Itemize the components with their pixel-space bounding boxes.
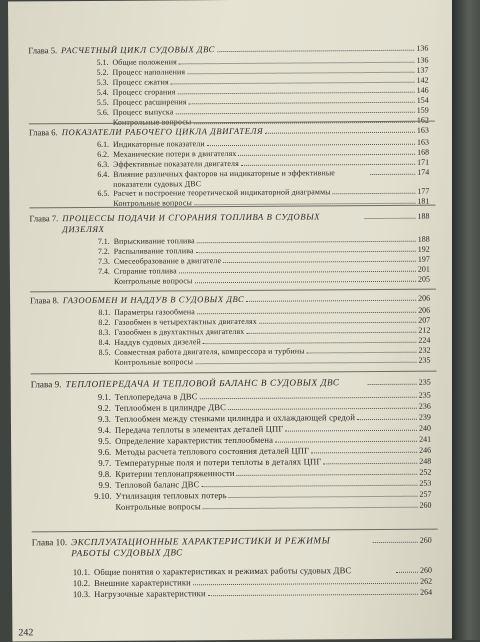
section-page: 235 (418, 356, 430, 366)
section-title: Впрыскивание топлива (114, 236, 195, 246)
leader-dots (364, 218, 415, 219)
section-title: Контрольные вопросы (114, 276, 193, 286)
chapter-number: Глава 9. (31, 379, 62, 390)
chapter-6 (29, 125, 430, 210)
section-title: Методы расчета теплового состояния деталей ЦПГ (115, 445, 309, 457)
leader-dots (196, 251, 416, 254)
chapter-heading (32, 535, 432, 560)
chapter-title: ГАЗООБМЕН И НАДДУВ В СУДОВЫХ ДВС (63, 294, 245, 306)
section-page: 235 (419, 390, 431, 401)
section-title: Влияние различных факторов на индикаторные и эффективные показатели судовых ДВС (113, 168, 368, 189)
leader-dots (203, 342, 417, 344)
section-title: Теплопередача в ДВС (115, 391, 198, 403)
section-number: 8.1. (88, 308, 110, 318)
section-title: Индикаторные показатели (113, 139, 205, 149)
chapter-title: ТЕПЛОПЕРЕДАЧА И ТЕПЛОВОЙ БАЛАНС В СУДОВЫХ ДВС (65, 377, 365, 390)
chapter-title: РАСЧЕТНЫЙ ЦИКЛ СУДОВЫХ ДВС (61, 44, 215, 56)
leader-dots (373, 542, 418, 543)
leader-dots (179, 271, 416, 274)
section-number: 5.2. (86, 68, 108, 78)
book-page (8, 0, 456, 642)
section-page: 257 (419, 489, 431, 500)
chapter-5 (28, 43, 429, 129)
section-page: 181 (417, 197, 429, 207)
section-number: 5.5. (87, 98, 109, 108)
leader-dots (197, 241, 416, 244)
section-title: Процесс сжатия (113, 77, 169, 87)
divider (30, 289, 436, 293)
chapter-page: 188 (417, 211, 429, 222)
section-title: Контрольные вопросы (113, 198, 192, 208)
section-number: 8.5. (88, 348, 110, 358)
section-title: Теплообмен в цилиндре ДВС (115, 402, 226, 414)
chapter-page: 260 (420, 535, 432, 546)
chapter-10 (32, 535, 432, 601)
leader-dots (197, 312, 416, 315)
leader-dots (208, 594, 418, 596)
leader-dots (396, 572, 418, 573)
section-list (86, 56, 428, 128)
leader-dots (187, 72, 414, 75)
chapter-number: Глава 5. (28, 45, 57, 56)
section-number: 9.5. (89, 436, 111, 447)
section-page: 154 (417, 96, 429, 106)
section-entry (90, 500, 432, 513)
section-title: Процесс выпуска (113, 107, 174, 117)
leader-dots (207, 144, 415, 146)
chapter-number: Глава 7. (29, 213, 58, 224)
section-number: 6.1. (87, 140, 109, 150)
leader-dots (239, 154, 416, 156)
section-number: 10.2. (68, 578, 90, 589)
section-page: 188 (418, 235, 430, 245)
chapter-number: Глава 6. (29, 127, 58, 138)
leader-dots (201, 485, 417, 488)
leader-dots (323, 463, 417, 465)
section-page: 260 (419, 500, 431, 511)
section-page: 174 (417, 168, 429, 178)
section-page: 197 (418, 255, 430, 265)
leader-dots (237, 474, 418, 476)
section-number: 9.4. (89, 425, 111, 436)
section-title: Нагрузочные характеристики (94, 588, 206, 600)
chapter-page: 206 (418, 293, 430, 304)
leader-dots (357, 419, 417, 420)
section-number: 9.6. (89, 447, 111, 458)
page-number: 242 (18, 627, 33, 638)
section-page: 224 (418, 336, 430, 346)
section-entry (87, 168, 429, 190)
section-list (68, 565, 432, 601)
section-page: 260 (420, 565, 432, 576)
section-title: Сгорание топлива (114, 266, 177, 276)
section-page: 239 (419, 412, 431, 423)
section-title: Механические потери в двигателях (113, 149, 236, 159)
section-page: 232 (418, 346, 430, 356)
leader-dots (195, 362, 417, 365)
section-number: 6.2. (87, 150, 109, 160)
chapter-number: Глава 10. (32, 537, 67, 548)
leader-dots (246, 300, 416, 302)
section-title: Газообмен в четырехтактных двигателях (114, 317, 257, 328)
leader-dots (203, 507, 418, 509)
section-number: 8.4. (88, 338, 110, 348)
section-page: 168 (417, 148, 429, 158)
section-title: Утилизация тепловых потерь (115, 490, 226, 502)
leader-dots (217, 50, 414, 52)
section-title: Внешние характеристики (94, 577, 191, 589)
section-page: 241 (419, 434, 431, 445)
section-number: 7.2. (88, 247, 110, 257)
chapter-heading (30, 293, 430, 307)
section-page: 248 (419, 456, 431, 467)
section-page: 252 (419, 467, 431, 478)
leader-dots (171, 82, 415, 85)
leader-dots (370, 174, 415, 175)
section-number: 9.10. (89, 491, 111, 502)
section-number: 6.4. (87, 170, 109, 180)
divider (32, 529, 438, 533)
divider (31, 371, 437, 375)
section-page: 171 (417, 158, 429, 168)
chapter-page: 136 (416, 43, 428, 54)
section-number: 7.3. (88, 257, 110, 267)
section-page: 264 (420, 587, 432, 598)
section-title: Определение характеристик теплообмена (115, 435, 273, 447)
leader-dots (229, 496, 418, 498)
section-page: 192 (418, 245, 430, 255)
section-list (89, 390, 432, 513)
leader-dots (275, 441, 417, 443)
leader-dots (228, 408, 417, 410)
chapter-title: ПОКАЗАТЕЛИ РАБОЧЕГО ЦИКЛА ДВИГАТЕЛЯ (62, 126, 264, 138)
section-title: Передача теплоты в элементах деталей ЦПГ (115, 424, 284, 436)
section-number: 5.3. (87, 78, 109, 88)
chapter-title: ПРОЦЕССЫ ПОДАЧИ И СГОРАНИЯ ТОПЛИВА В СУДОВЫХ ДИЗЕЛЯХ (62, 211, 362, 235)
section-number: 5.4. (87, 88, 109, 98)
section-number: 6.3. (87, 160, 109, 170)
section-title: Процесс расширения (113, 97, 187, 107)
section-number: 5.1. (86, 58, 108, 68)
section-title: Критерии теплонапряженности (115, 468, 234, 480)
chapter-9 (31, 377, 432, 514)
section-number: 8.2. (88, 318, 110, 328)
section-title: Параметры газообмена (114, 307, 195, 317)
section-number: 7.1. (88, 237, 110, 247)
section-number: 9.3. (89, 414, 111, 425)
section-title: Процесс наполнения (112, 67, 185, 77)
section-number: 9.9. (89, 480, 111, 491)
section-title: Температурные поля и потери теплоты в деталях ЦПГ (115, 456, 321, 468)
leader-dots (285, 430, 417, 432)
leader-dots (241, 164, 415, 166)
section-list (87, 138, 429, 210)
section-page: 253 (419, 478, 431, 489)
leader-dots (194, 281, 416, 284)
leader-dots (333, 193, 416, 195)
section-page: 262 (420, 576, 432, 587)
section-title: Общие положения (112, 57, 176, 67)
section-page: 240 (419, 423, 431, 434)
leader-dots (259, 322, 416, 324)
section-page: 207 (418, 316, 430, 326)
section-entry (88, 356, 430, 368)
leader-dots (178, 92, 415, 95)
section-list (88, 306, 430, 368)
section-title: Контрольные вопросы (116, 501, 201, 513)
leader-dots (223, 261, 416, 263)
leader-dots (189, 102, 415, 105)
leader-dots (175, 112, 414, 115)
section-page: 162 (417, 116, 429, 126)
section-list (88, 235, 430, 287)
chapter-heading (28, 43, 428, 57)
section-title: Процесс сгорания (113, 87, 176, 97)
section-title: Расчет и построение теоретической индикаторной диаграммы (113, 187, 330, 198)
section-page: 201 (418, 265, 430, 275)
section-page: 159 (417, 106, 429, 116)
chapter-number: Глава 8. (30, 295, 59, 306)
section-title: Общие понятия о характеристиках и режимах работы судовых ДВС (94, 565, 394, 578)
section-page: 137 (416, 66, 428, 76)
section-page: 212 (418, 326, 430, 336)
section-title: Смесеобразование в двигателе (114, 256, 221, 266)
section-title: Контрольные вопросы (113, 117, 192, 127)
section-entry (88, 275, 430, 287)
section-title: Распыливание топлива (114, 246, 194, 256)
section-number: 9.8. (89, 469, 111, 480)
section-title: Тепловой баланс ДВС (115, 479, 199, 491)
leader-dots (311, 452, 417, 454)
leader-dots (179, 62, 415, 65)
section-page: 142 (417, 76, 429, 86)
section-page: 136 (416, 56, 428, 66)
background-edge (452, 0, 480, 640)
section-page: 236 (419, 401, 431, 412)
section-title: Теплообмен между стенками цилиндра и охлаждающей средой (115, 412, 355, 425)
section-entry (68, 587, 432, 601)
section-page: 205 (418, 275, 430, 285)
section-number: 6.5. (87, 189, 109, 199)
chapter-7 (29, 211, 430, 288)
leader-dots (265, 132, 415, 134)
section-title: Контрольные вопросы (114, 357, 193, 367)
leader-dots (200, 397, 417, 400)
chapter-heading (31, 377, 431, 391)
chapter-page: 235 (419, 377, 431, 388)
chapter-title: ЭКСПЛУАТАЦИОННЫЕ ХАРАКТЕРИСТИКИ И РЕЖИМЫ РАБОТЫ СУДОВЫХ ДВС (71, 535, 371, 559)
section-number: 9.2. (89, 403, 111, 414)
chapter-8 (30, 293, 430, 369)
leader-dots (193, 583, 418, 586)
section-number: 9.1. (89, 392, 111, 403)
section-page: 246 (419, 445, 431, 456)
section-page: 146 (417, 86, 429, 96)
chapter-page: 163 (417, 125, 429, 136)
section-title: Эффективные показатели двигателя (113, 159, 239, 169)
section-number: 10.3. (68, 589, 90, 600)
section-page: 163 (417, 138, 429, 148)
section-page: 206 (418, 306, 430, 316)
leader-dots (367, 384, 416, 385)
leader-dots (307, 352, 417, 354)
section-number: 9.7. (89, 458, 111, 469)
section-number: 5.6. (87, 108, 109, 118)
section-title: Наддув судовых дизелей (114, 337, 201, 347)
leader-dots (246, 332, 416, 334)
section-number: 7.4. (88, 267, 110, 277)
section-page: 177 (417, 187, 429, 197)
section-number: 8.3. (88, 328, 110, 338)
chapter-heading (29, 125, 429, 139)
section-title: Газообмен в двухтактных двигателях (114, 327, 244, 338)
chapter-heading (29, 211, 429, 236)
section-number: 10.1. (68, 567, 90, 578)
section-title: Совместная работа двигателя, компрессора и турбины (114, 346, 304, 357)
